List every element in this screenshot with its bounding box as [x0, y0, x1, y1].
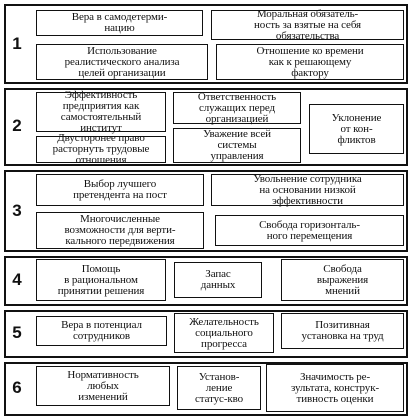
- item-box: Нормативность любых изменений: [36, 366, 170, 406]
- item-box: Многочисленные возможности для верти- кального передвижения: [36, 212, 204, 249]
- item-box: Увольнение сотрудника на основании низкой эффективности: [211, 174, 404, 206]
- item-box: Желательность социального прогресса: [174, 313, 274, 353]
- item-box: Запас данных: [174, 262, 262, 298]
- item-box: Помощь в рациональном принятии решения: [36, 259, 166, 301]
- item-box: Отношение ко времени как к решающему фактору: [216, 44, 404, 80]
- item-box: Свобода выражения мнений: [281, 259, 404, 301]
- item-box: Уклонение от кон- фликтов: [309, 104, 404, 154]
- item-box: Эффективность предприятия как самостоятельный институт: [36, 92, 166, 132]
- item-box: Значимость ре- зультата, конструк- тивность оценки: [266, 364, 404, 412]
- item-box: Вера в потенциал сотрудников: [36, 316, 167, 346]
- item-box: Установ- ление статус-кво: [177, 366, 261, 410]
- item-box: Использование реалистического анализа целей организации: [36, 44, 208, 80]
- section-number: 5: [12, 323, 22, 342]
- item-box: Вера в самодетерми- нацию: [36, 10, 203, 36]
- item-box: Уважение всей системы управления: [173, 128, 301, 163]
- item-box: Позитивная установка на труд: [281, 313, 404, 349]
- item-box: Моральная обязатель- ность за взятые на себя обязательства: [211, 10, 404, 40]
- section-number: 3: [12, 201, 22, 220]
- item-box: Выбор лучшего претендента на пост: [36, 174, 204, 206]
- item-box: Ответственность служащих перед организацией: [173, 92, 301, 124]
- section-number: 1: [12, 34, 22, 53]
- item-box: Свобода горизонталь- ного перемещения: [215, 215, 404, 246]
- section-number: 4: [12, 270, 22, 289]
- section-number: 2: [12, 116, 22, 135]
- section-number: 6: [12, 378, 22, 397]
- item-box: Двусторонее право расторнуть трудовые отношения: [36, 136, 166, 163]
